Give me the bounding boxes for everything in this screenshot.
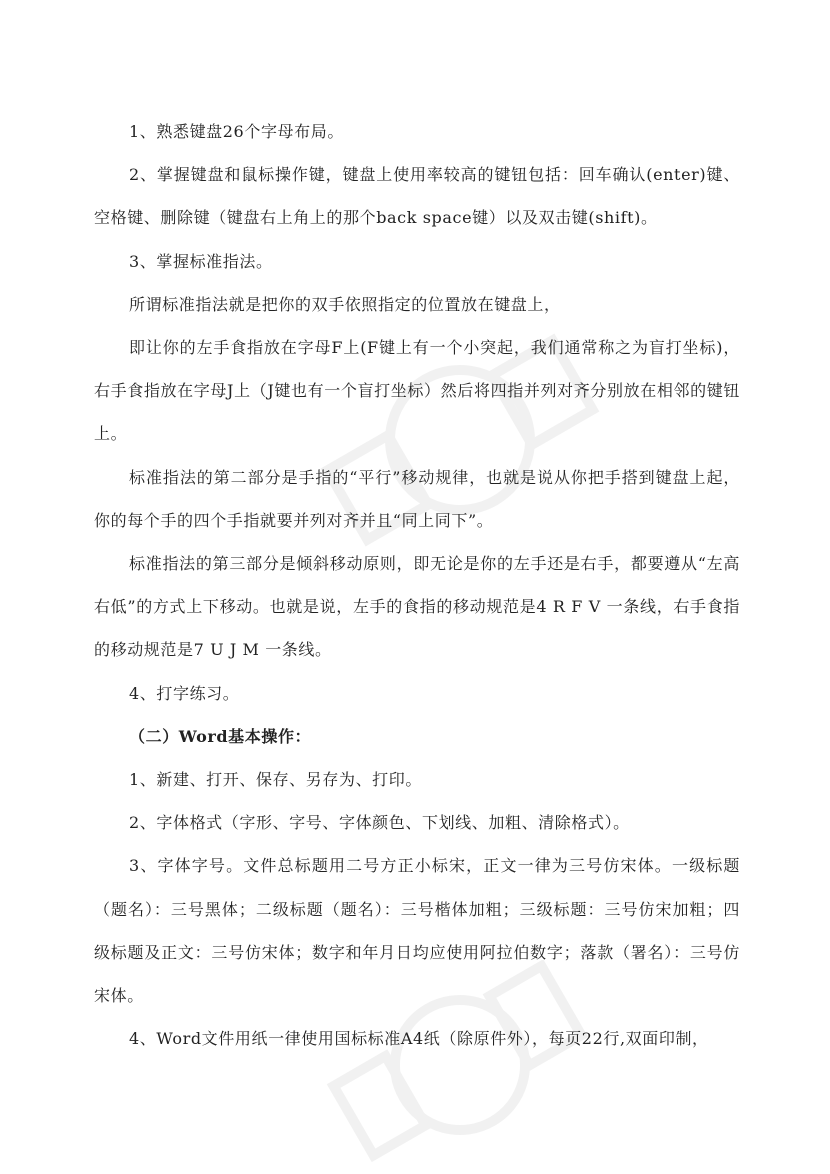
word-item-paper: 4、Word文件用纸一律使用国标标准A4纸（除原件外），每页22行,双面印制， (129, 1029, 709, 1049)
fingering-part-three: 标准指法的第三部分是倾斜移动原则，即无论是你的左手还是右手，都要遵从“左高右低”的方式上下移动。也就是说，左手的食指的移动规范是4 R F V 一条线，右手食指的移动规范是7 U J M 一条线。 (94, 554, 740, 660)
item-keyboard-layout: 1、熟悉键盘26个字母布局。 (129, 122, 344, 141)
document-body (94, 110, 740, 1060)
fingering-intro: 所谓标准指法就是把你的双手依照指定的位置放在键盘上， (129, 294, 561, 314)
item-standard-fingering: 3、掌握标准指法。 (129, 251, 273, 271)
word-item-font-format: 2、字体格式（字形、字号、字体颜色、下划线、加粗、清除格式）。 (129, 813, 630, 833)
fingering-home-keys: 即让你的左手食指放在字母F上(F键上有一个小突起，我们通常称之为盲打坐标)，右手食指放在字母J上（J键也有一个盲打坐标）然后将四指并列对齐分别放在相邻的键钮上。 (94, 338, 740, 444)
word-item-file-operations: 1、新建、打开、保存、另存为、打印。 (129, 770, 422, 790)
fingering-part-two: 标准指法的第二部分是手指的“平行”移动规律，也就是说从你把手搭到键盘上起，你的每个手的四个手指就要并列对齐并且“同上同下”。 (94, 467, 740, 530)
section-heading-word-basics: （二）Word基本操作： (129, 726, 312, 746)
item-typing-practice: 4、打字练习。 (129, 683, 240, 703)
word-item-font-size: 3、字体字号。文件总标题用二号方正小标宋，正文一律为三号仿宋体。一级标题（题名）：三号黑体；二级标题（题名）：三号楷体加粗；三级标题：三号仿宋加粗；四级标题及正文：三号仿宋体；数字和年月日均应使用阿拉伯数字；落款（署名）：三号仿宋体。 (94, 856, 740, 1006)
item-keyboard-mouse-keys: 2、掌握键盘和鼠标操作键，键盘上使用率较高的键钮包括：回车确认(enter)键、空格键、删除键（键盘右上角上的那个back space键）以及双击键(shift)。 (94, 165, 740, 228)
